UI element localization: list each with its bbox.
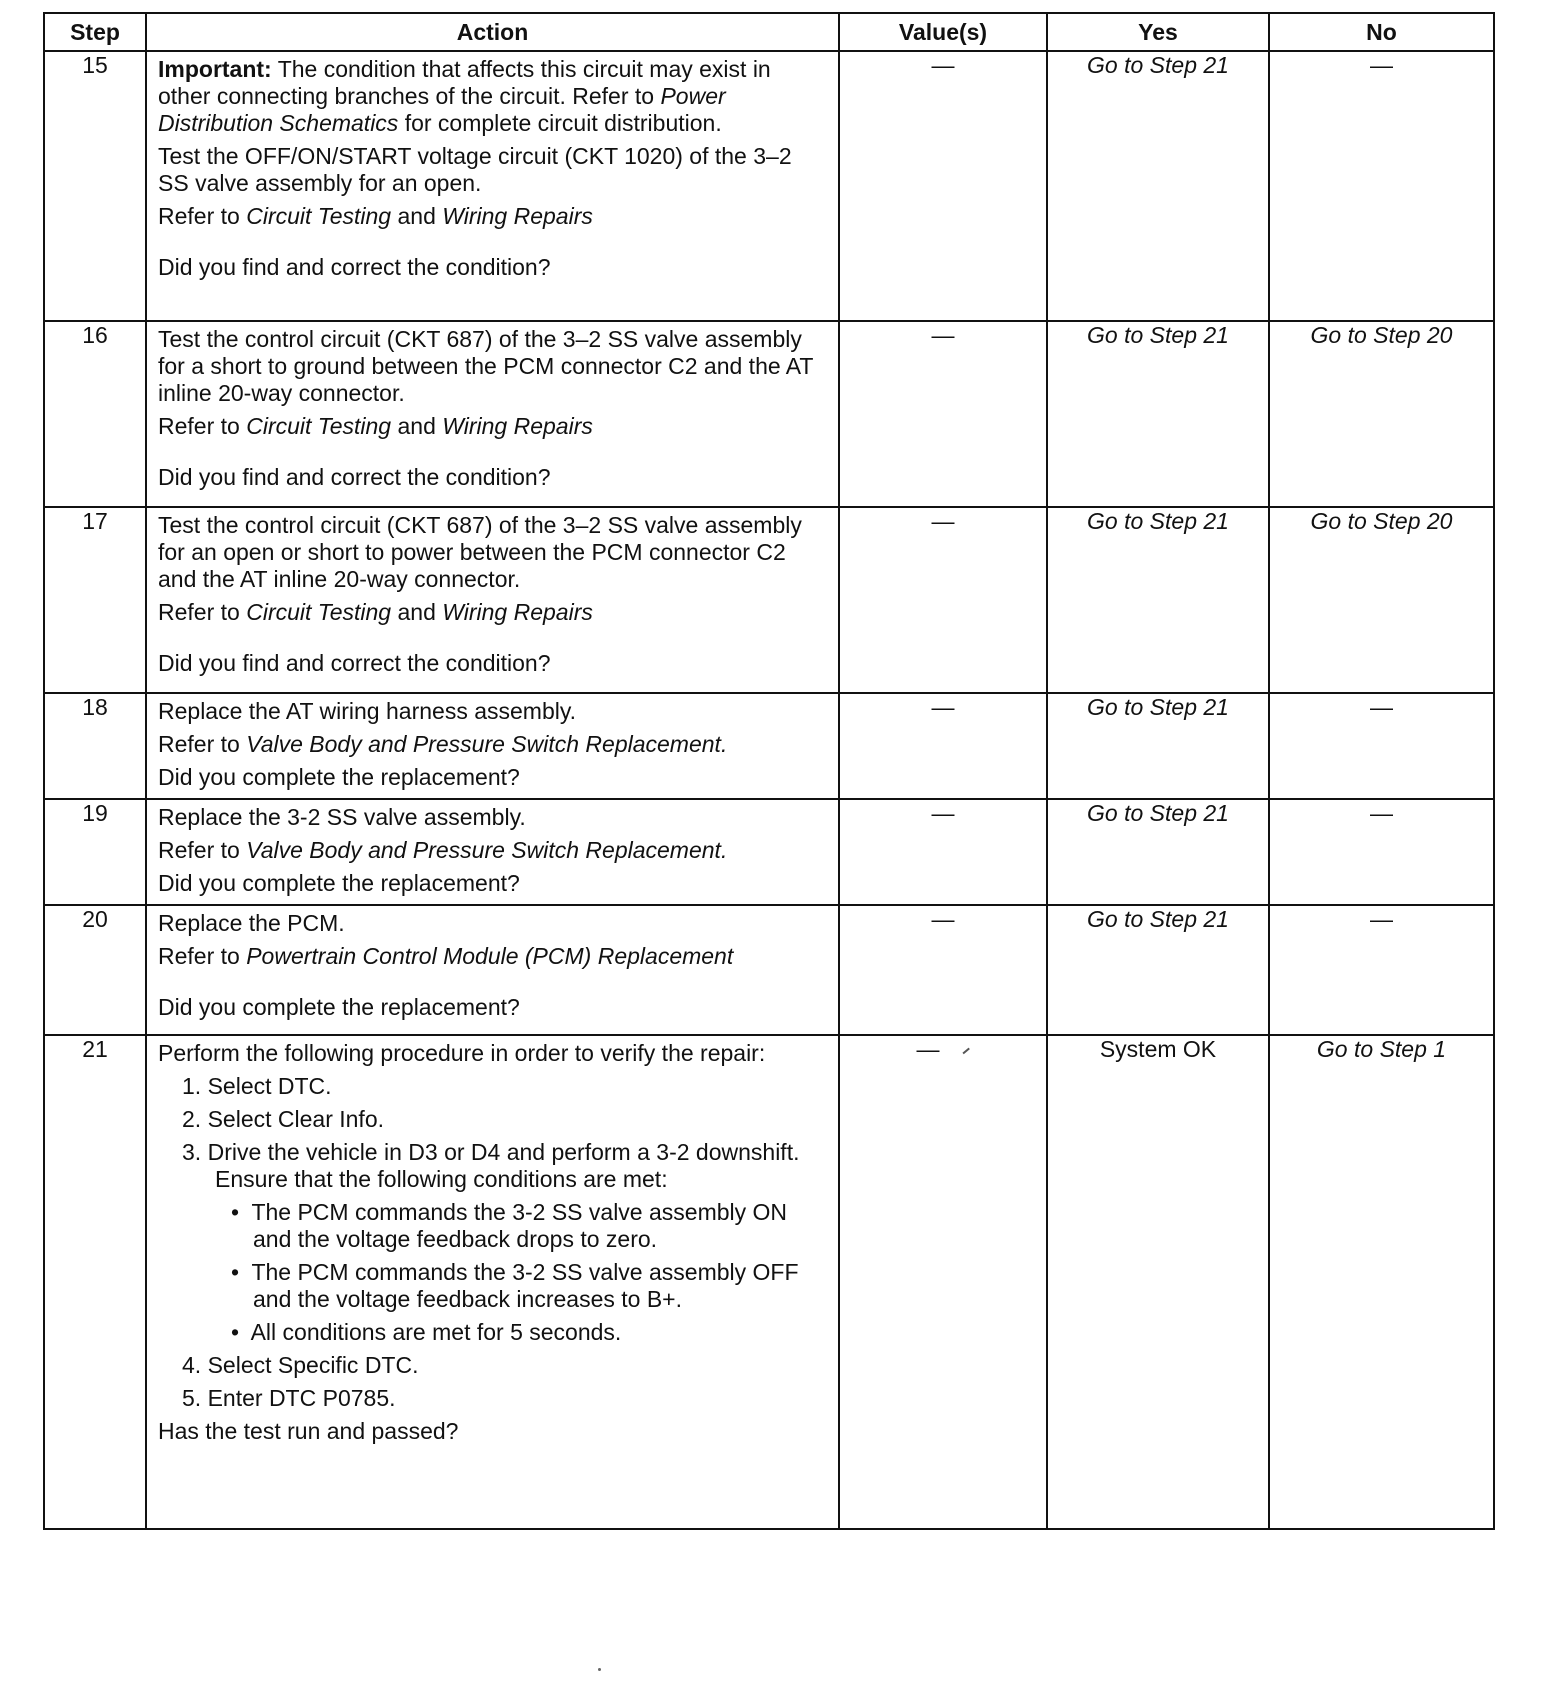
refer-prefix: Refer to	[158, 413, 240, 439]
no-go-to-step-1: Go to Step 1	[1269, 1035, 1494, 1529]
condition-bullet	[158, 1199, 828, 1253]
action-cell	[146, 693, 839, 799]
value-cell	[839, 51, 1047, 321]
procedure-step-text: Drive the vehicle in D3 or D4 and perform a 3-2 downshift. Ensure that the following conditions are met:	[207, 1139, 800, 1192]
step-number: 19	[44, 799, 146, 905]
header-row	[44, 13, 1494, 51]
question: Did you find and correct the condition?	[158, 464, 551, 490]
reference-power-distribution: Power Distribution Schematics	[158, 83, 726, 136]
question: Did you complete the replacement?	[158, 994, 520, 1020]
yes-go-to-step-21: Go to Step 21	[1047, 905, 1269, 1035]
test-instruction: Test the control circuit (CKT 687) of the 3–2 SS valve assembly for an open or short to power between the PCM connector C2 and the AT inline 20-way connector.	[158, 512, 802, 592]
refer-and: and	[397, 413, 436, 439]
value-dash: —	[931, 800, 955, 826]
test-instruction: Test the OFF/ON/START voltage circuit (CKT 1020) of the 3–2 SS valve assembly for an open.	[158, 143, 792, 196]
procedure-step-text: Select Clear Info.	[207, 1106, 384, 1132]
action-cell	[146, 905, 839, 1035]
refer-prefix: Refer to	[158, 731, 240, 757]
reference-valve-body-replacement: Valve Body and Pressure Switch Replacement.	[246, 837, 728, 863]
procedure-step-number: 1.	[182, 1073, 202, 1099]
procedure-step-text: Select Specific DTC.	[207, 1352, 419, 1378]
yes-go-to-step-21: Go to Step 21	[1047, 693, 1269, 799]
reference-circuit-testing: Circuit Testing	[246, 413, 392, 439]
reference-valve-body-replacement: Valve Body and Pressure Switch Replacement.	[246, 731, 728, 757]
table-row-step-17	[44, 507, 1494, 693]
value-dash: —	[931, 906, 955, 932]
refer-line	[158, 203, 828, 230]
procedure-intro: Perform the following procedure in order to verify the repair:	[158, 1040, 766, 1066]
procedure-step-number: 2.	[182, 1106, 202, 1132]
step-number: 15	[44, 51, 146, 321]
reference-wiring-repairs: Wiring Repairs	[442, 413, 593, 439]
test-instruction: Test the control circuit (CKT 687) of the 3–2 SS valve assembly for a short to ground between the PCM connector C2 and the AT inline 20-way connector.	[158, 326, 814, 406]
test-instruction: Replace the AT wiring harness assembly.	[158, 698, 577, 724]
value-dash: —	[916, 1036, 940, 1062]
yes-go-to-step-21: Go to Step 21	[1047, 51, 1269, 321]
procedure-step-text: Enter DTC P0785.	[207, 1385, 396, 1411]
important-text: The condition that affects this circuit may exist in other connecting branches of the circuit. Refer to	[158, 56, 771, 109]
important-note	[158, 56, 828, 137]
question: Did you complete the replacement?	[158, 870, 520, 896]
important-label: Important:	[158, 56, 272, 82]
pen-mark	[962, 1048, 969, 1054]
no-dash: —	[1370, 800, 1393, 826]
question: Did you complete the replacement?	[158, 764, 520, 790]
reference-circuit-testing: Circuit Testing	[246, 203, 392, 229]
question: Did you find and correct the condition?	[158, 254, 551, 280]
table-row-step-16	[44, 321, 1494, 507]
reference-circuit-testing: Circuit Testing	[246, 599, 392, 625]
refer-line	[158, 731, 828, 758]
yes-go-to-step-21: Go to Step 21	[1047, 321, 1269, 507]
value-cell	[839, 905, 1047, 1035]
important-tail: for complete circuit distribution.	[404, 110, 722, 136]
step-number: 21	[44, 1035, 146, 1529]
step-number: 17	[44, 507, 146, 693]
question: Did you find and correct the condition?	[158, 650, 551, 676]
bullet-icon: •	[231, 1259, 240, 1285]
yes-go-to-step-21: Go to Step 21	[1047, 507, 1269, 693]
action-cell	[146, 321, 839, 507]
refer-line	[158, 943, 828, 970]
procedure-step-number: 4.	[182, 1352, 202, 1378]
step-number: 20	[44, 905, 146, 1035]
no-go-to-step-20: Go to Step 20	[1269, 321, 1494, 507]
action-cell	[146, 51, 839, 321]
condition-bullet	[158, 1259, 828, 1313]
action-cell	[146, 1035, 839, 1529]
refer-and: and	[397, 599, 436, 625]
no-cell	[1269, 799, 1494, 905]
table-row-step-21	[44, 1035, 1494, 1529]
table-row-step-18	[44, 693, 1494, 799]
procedure-step	[158, 1385, 828, 1412]
no-cell	[1269, 51, 1494, 321]
reference-wiring-repairs: Wiring Repairs	[442, 203, 593, 229]
bullet-icon: •	[231, 1319, 240, 1345]
procedure-step	[158, 1073, 828, 1100]
no-dash: —	[1370, 52, 1393, 78]
diagnostic-table	[43, 12, 1495, 1530]
step-number: 16	[44, 321, 146, 507]
reference-wiring-repairs: Wiring Repairs	[442, 599, 593, 625]
step-number: 18	[44, 693, 146, 799]
stray-mark	[598, 1668, 601, 1671]
header-no: No	[1269, 13, 1494, 51]
header-yes: Yes	[1047, 13, 1269, 51]
no-cell	[1269, 905, 1494, 1035]
value-dash: —	[931, 52, 955, 78]
value-cell	[839, 507, 1047, 693]
refer-line	[158, 413, 828, 440]
question: Has the test run and passed?	[158, 1418, 459, 1444]
procedure-step	[158, 1106, 828, 1133]
procedure-step	[158, 1139, 828, 1193]
refer-prefix: Refer to	[158, 943, 240, 969]
procedure-step-text: Select DTC.	[207, 1073, 332, 1099]
header-values: Value(s)	[839, 13, 1047, 51]
table-row-step-20	[44, 905, 1494, 1035]
value-cell	[839, 799, 1047, 905]
refer-prefix: Refer to	[158, 837, 240, 863]
no-dash: —	[1370, 906, 1393, 932]
condition-bullet	[158, 1319, 828, 1346]
refer-prefix: Refer to	[158, 203, 240, 229]
yes-system-ok: System OK	[1047, 1035, 1269, 1529]
condition-text: The PCM commands the 3-2 SS valve assembly OFF and the voltage feedback increases to B+.	[251, 1259, 799, 1312]
no-cell	[1269, 693, 1494, 799]
procedure-step-number: 3.	[182, 1139, 202, 1165]
no-dash: —	[1370, 694, 1393, 720]
test-instruction: Replace the PCM.	[158, 910, 345, 936]
action-cell	[146, 507, 839, 693]
header-step: Step	[44, 13, 146, 51]
condition-text: The PCM commands the 3-2 SS valve assembly ON and the voltage feedback drops to zero.	[251, 1199, 788, 1252]
value-cell	[839, 693, 1047, 799]
action-cell	[146, 799, 839, 905]
refer-and: and	[397, 203, 436, 229]
procedure-step-number: 5.	[182, 1385, 202, 1411]
refer-line	[158, 837, 828, 864]
yes-go-to-step-21: Go to Step 21	[1047, 799, 1269, 905]
table-row-step-15	[44, 51, 1494, 321]
value-dash: —	[931, 694, 955, 720]
header-action: Action	[146, 13, 839, 51]
refer-prefix: Refer to	[158, 599, 240, 625]
value-dash: —	[931, 508, 955, 534]
no-go-to-step-20: Go to Step 20	[1269, 507, 1494, 693]
procedure-step	[158, 1352, 828, 1379]
test-instruction: Replace the 3-2 SS valve assembly.	[158, 804, 526, 830]
value-dash: —	[931, 322, 955, 348]
value-cell	[839, 1035, 1047, 1529]
reference-pcm-replacement: Powertrain Control Module (PCM) Replacement	[246, 943, 734, 969]
bullet-icon: •	[231, 1199, 240, 1225]
table-row-step-19	[44, 799, 1494, 905]
condition-text: All conditions are met for 5 seconds.	[250, 1319, 622, 1345]
value-cell	[839, 321, 1047, 507]
refer-line	[158, 599, 828, 626]
